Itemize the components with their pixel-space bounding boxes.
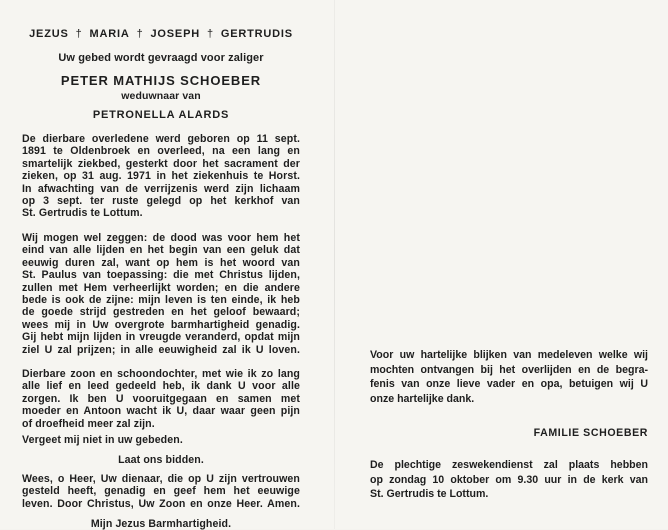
text-line: wees mij in Uw overgrote barmhartigheid genadig. <box>22 318 300 331</box>
text-line: op zondag 10 oktober om 9.30 uur in de kerk van <box>370 473 648 486</box>
deceased-name: PETER MATHIJS SCHOEBER <box>60 72 262 88</box>
closing-invocation: Mijn Jezus Barmhartigheid. <box>90 518 232 530</box>
text-line: bede is ook de zijne: mijn leven is ten einde, ik heb <box>22 293 300 306</box>
text-line: Gij hebt mijn lijden in vreugde veranderd, opdat mijn <box>22 331 300 344</box>
text-line: eind van alle lijden en het begin van een geluk dat <box>22 244 300 257</box>
text-line: St. Paulus van toepassing: die met Christus lijden, <box>22 269 300 282</box>
text-line: Voor uw hartelijke blijken van medeleven welke wij <box>370 349 648 361</box>
text-line: eeuwig duren zal, want op hem is het woord van <box>22 256 300 269</box>
cross-icon: † <box>206 28 214 40</box>
header-name-maria: MARIA <box>89 28 130 40</box>
prayer-request: Uw gebed wordt gevraagd voor zaliger <box>58 52 264 65</box>
text-line: mochten ontvangen bij het overlijden en de begra- <box>370 363 648 376</box>
text-line: of droefheid meer zal zijn. <box>22 417 155 430</box>
farewell-paragraph <box>22 368 300 446</box>
forget-not-line: Vergeet mij niet in uw gebeden. <box>22 433 183 446</box>
text-line: Wij mogen wel zeggen: de dood was voor hem het <box>22 231 300 244</box>
text-line: ziel U zal prijzen; in alle eeuwigheid zal ik U loven. <box>22 343 300 356</box>
text-line: smartelijk ziekbed, gesterkt door het sacrament der <box>22 157 300 170</box>
text-line: 1891 te Oldenbroek en overleed, na een lang en <box>22 145 300 158</box>
spouse-name: PETRONELLA ALARDS <box>92 108 230 121</box>
text-line: In afwachting van de verrijzenis werd zijn lichaam <box>22 182 300 195</box>
religious-header <box>22 28 300 40</box>
text-line: fenis van onze lieve vader en opa, betuigen wij U <box>370 378 648 391</box>
reflection-paragraph <box>22 232 300 356</box>
prayer-title: Laat ons bidden. <box>118 454 204 467</box>
text-line: zorgen. Ik ben U vooruitgegaan en samen met <box>22 392 300 405</box>
text-line: zullen met Hem verheerlijkt worden; en die andere <box>22 281 300 294</box>
left-page <box>22 28 300 530</box>
text-line: Wees, o Heer, Uw dienaar, die op U zijn vertrouwen <box>22 472 300 485</box>
thanks-paragraph <box>370 348 648 406</box>
text-line: St. Gertrudis te Lottum. <box>22 207 143 220</box>
text-line: De dierbare overledene werd geboren op 11 sept. <box>22 133 300 146</box>
text-line: gesteld heeft, genadig en geef hem het eeuwige <box>22 485 300 498</box>
text-line: St. Gertrudis te Lottum. <box>370 488 489 501</box>
text-line: leven. Door Christus, Uw Zoon en onze Heer. Amen. <box>22 497 300 510</box>
prayer-paragraph <box>22 473 300 510</box>
text-line: alle lief en leed gedeeld heb, ik dank U voor alle <box>22 380 300 393</box>
cross-icon: † <box>136 28 144 40</box>
service-announcement <box>370 458 648 502</box>
header-name-joseph: JOSEPH <box>150 28 200 40</box>
header-name-gertrudis: GERTRUDIS <box>220 28 293 40</box>
text-line: moeder en Antoon wacht ik U, daar waar geen pijn <box>22 405 300 418</box>
text-line: De plechtige zeswekendienst zal plaats hebben <box>370 459 648 471</box>
text-line: zieken, op 31 aug. 1971 in het ziekenhuis te Horst. <box>22 170 300 183</box>
text-line: de goede strijd gestreden en het geloof bewaard; <box>22 306 300 319</box>
header-name-jezus: JEZUS <box>29 28 69 40</box>
card-fold <box>334 0 335 529</box>
cross-icon: † <box>75 28 83 40</box>
family-signature: FAMILIE SCHOEBER <box>533 427 648 439</box>
relation-text: weduwnaar van <box>121 90 201 103</box>
text-line: onze hartelijke dank. <box>370 392 475 405</box>
biography-paragraph <box>22 133 300 220</box>
text-line: Dierbare zoon en schoondochter, met wie ik zo lang <box>22 367 300 380</box>
text-line: op 3 sept. ter ruste gelegd op het kerkhof van <box>22 195 300 208</box>
